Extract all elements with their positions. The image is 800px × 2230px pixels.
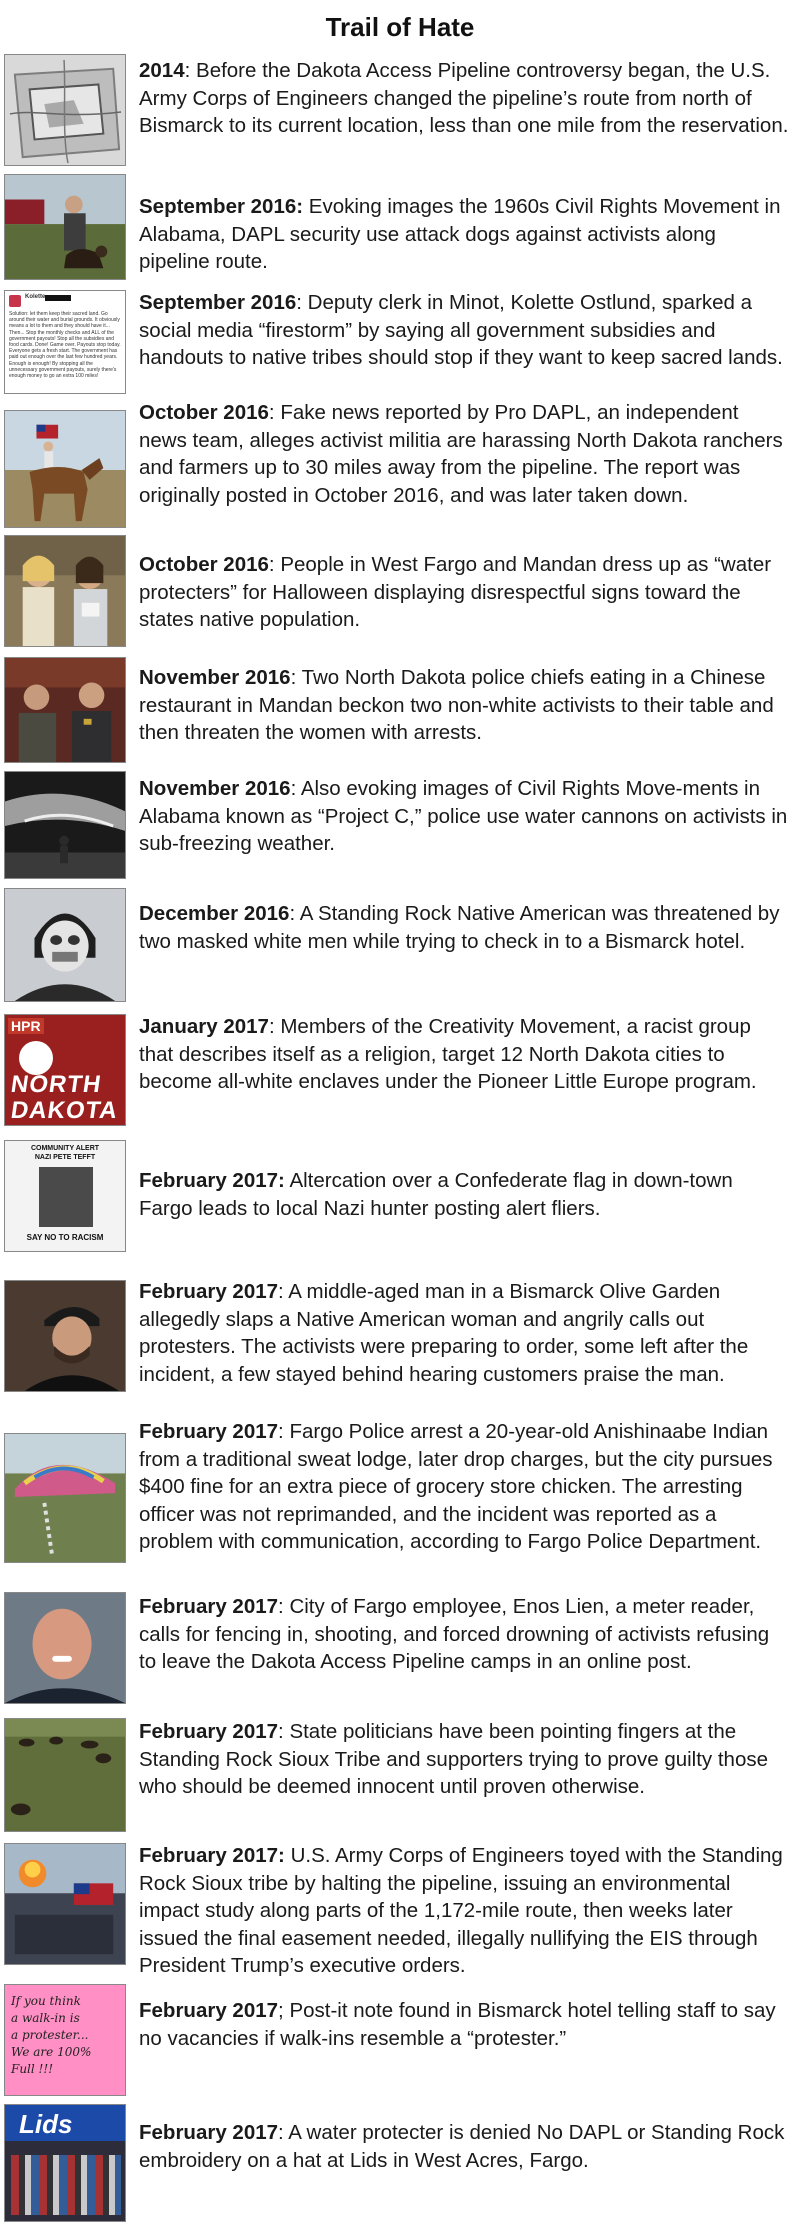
sweat-lodge-image (4, 1433, 126, 1563)
man-portrait-image (4, 1592, 126, 1704)
note-line: a walk-in is (11, 2011, 80, 2025)
entry-description: Also evoking images of Civil Rights Move-ments in Alabama known as “Project C,” police use water cannons on activists in sub-freezing weather. (139, 777, 788, 855)
security-dog-image (4, 174, 126, 280)
avatar (9, 295, 21, 307)
flier-photo (39, 1167, 93, 1227)
entry-text (139, 1842, 789, 1980)
entry-text: 2014: Before the Dakota Access Pipeline controversy began, the U.S. Army Corps of Engineers changed the pipeline’s route from north of Bismarck to its current location, less than one mile from the reservation. (139, 59, 789, 137)
entry-date: October 2016 (139, 401, 269, 424)
entry-text: October 2016: Fake news reported by Pro DAPL, an independent news team, alleges activist militia are harassing North Dakota ranchers and farmers up to 30 miles away from the pipeline. The report was originally posted in October 2016, and was later taken down. (139, 401, 783, 507)
note-line: We are 100% (11, 2045, 92, 2059)
page-title: Trail of Hate (325, 12, 475, 42)
entry-description: Evoking images the 1960s Civil Rights Movement in Alabama, DAPL security use attack dogs against activists along pipeline route. (139, 195, 781, 273)
man-in-cap-image (4, 1280, 126, 1392)
entry-description: A Standing Rock Native American was threatened by two masked white men while trying to check in to a Bismarck hotel. (139, 902, 780, 953)
horse-rider-image (4, 410, 126, 528)
entry-date: January 2017 (139, 1015, 269, 1038)
entry-text: January 2017: Members of the Creativity Movement, a racist group that describes itself as a religion, target 12 North Dakota cities to become all-white enclaves under the Pioneer Little Europe program. (139, 1015, 757, 1093)
note-line: Full !!! (11, 2062, 54, 2076)
halloween-costumes-image (4, 535, 126, 647)
entry-text: September 2016: Deputy clerk in Minot, Kolette Ostlund, sparked a social media “firestorm” by saying all government subsidies and handouts to native tribes should stop if they want to keep sacred lands. (139, 291, 783, 369)
note-line: If you think (11, 1994, 81, 2008)
camp-flags-image (4, 1843, 126, 1965)
bison-prairie-image (4, 1718, 126, 1832)
entry-description: Before the Dakota Access Pipeline controversy began, the U.S. Army Corps of Engineers changed the pipeline’s route from north of Bismarck to its current location, less than one mile from the reservation. (139, 59, 789, 137)
entry-text: February 2017: A middle-aged man in a Bismarck Olive Garden allegedly slaps a Native American woman and angrily calls out protesters. The activists were preparing to order, some left after the incident, a few stayed behind hearing customers praise the man. (139, 1280, 749, 1386)
entry-description: Fargo Police arrest a 20-year-old Anishinaabe Indian from a traditional sweat lodge, later drop charges, but the city pursues $400 fine for an extra piece of grocery store chicken. The arresting officer was not reprimanded, and the incident was reported as a problem with communication, according to Fargo Police Department. (139, 1420, 773, 1553)
graphic-word-north: NORTH (9, 1071, 104, 1098)
graphic-word-dakota: DAKOTA (9, 1097, 120, 1124)
alert-flier-image (4, 1140, 126, 1252)
entry-text: December 2016: A Standing Rock Native American was threatened by two masked white men while trying to check in to a Bismarck hotel. (139, 902, 780, 953)
entry-date: February 2017 (139, 1420, 279, 1443)
redaction-bar (45, 295, 71, 301)
entry-description: Deputy clerk in Minot, Kolette Ostlund, sparked a social media “firestorm” by saying all government subsidies and handouts to native tribes should stop if they want to keep sacred lands. (139, 291, 783, 369)
entry-date: September 2016: (139, 195, 304, 218)
entry-text: February 2017: A water protecter is denied No DAPL or Standing Rock embroidery on a hat at Lids in West Acres, Fargo. (139, 2121, 785, 2172)
post-author: Kolette (25, 294, 46, 300)
entry-description: U.S. Army Corps of Engineers toyed with the Standing Rock Sioux tribe by halting the pipeline, issuing an environmental impact study along parts of the 1,172-mile route, then weeks later issued the final easement needed, illegally nullifying the EIS through President Trump’s executive orders. (139, 1844, 783, 1977)
entry-description: A middle-aged man in a Bismarck Olive Garden allegedly slaps a Native American woman and angrily calls out protesters. The activists were preparing to order, some left after the incident, a few stayed behind hearing customers praise the man. (139, 1280, 749, 1386)
entry-description: A water protecter is denied No DAPL or Standing Rock embroidery on a hat at Lids in West Acres, Fargo. (139, 2121, 785, 2172)
post-it-note-image (4, 1984, 126, 2096)
entry-description: Fake news reported by Pro DAPL, an independent news team, alleges activist militia are harassing North Dakota ranchers and farmers up to 30 miles away from the pipeline. The report was originally posted in October 2016, and was later taken down. (139, 401, 783, 507)
news-graphic-image (4, 1014, 126, 1126)
hat-display (11, 2155, 121, 2215)
entry-text: October 2016: People in West Fargo and Mandan dress up as “water protecters” for Halloween displaying disrespectful signs toward the states native population. (139, 553, 772, 631)
emblem (19, 1041, 53, 1075)
entry-description: State politicians have been pointing fingers at the Standing Rock Sioux Tribe and supporters trying to prove guilty those who should be deemed innocent until proven otherwise. (139, 1720, 769, 1798)
flier-slogan: SAY NO TO RACISM (26, 1233, 104, 1242)
lids-store-image (4, 2104, 126, 2222)
entry-date: November 2016 (139, 777, 291, 800)
entry-date: February 2017: (139, 1169, 285, 1192)
store-sign: Lids (19, 2109, 73, 2139)
entry-date: October 2016 (139, 553, 269, 576)
social-media-post-image (4, 290, 126, 394)
entry-date: February 2017: (139, 1844, 285, 1867)
entry-description: Two North Dakota police chiefs eating in a Chinese restaurant in Mandan beckon two non-white activists to their table and then threaten the women with arrests. (139, 666, 774, 744)
entry-text: February 2017: City of Fargo employee, Enos Lien, a meter reader, calls for fencing in, shooting, and forced drowning of activists refusing to leave the Dakota Access Pipeline camps in an online post. (139, 1595, 770, 1673)
entry-description: Post-it note found in Bismarck hotel telling staff to say no vacancies if walk-ins resemble a “protester.” (139, 1999, 776, 2050)
entry-date: February 2017 (139, 1595, 279, 1618)
entry-date: February 2017 (139, 1999, 279, 2022)
entry-date: February 2017 (139, 1720, 279, 1743)
entry-date: February 2017 (139, 1280, 279, 1303)
entry-text (139, 193, 789, 276)
entry-date: 2014 (139, 59, 185, 82)
station-badge: HPR (8, 1018, 44, 1034)
flier-name: NAZI PETE TEFFT (34, 1154, 96, 1161)
entry-text: November 2016: Also evoking images of Civil Rights Move-ments in Alabama known as “Project C,” police use water cannons on activists in sub-freezing weather. (139, 777, 788, 855)
entry-text: February 2017: Fargo Police arrest a 20-year-old Anishinaabe Indian from a traditional sweat lodge, later drop charges, but the city pursues $400 fine for an extra piece of grocery store chicken. The arresting officer was not reprimanded, and the incident was reported as a problem with communication, according to Fargo Police Department. (139, 1420, 773, 1553)
water-cannon-image (4, 771, 126, 879)
entry-date: November 2016 (139, 666, 291, 689)
police-chiefs-image (4, 657, 126, 763)
entry-text: February 2017: State politicians have been pointing fingers at the Standing Rock Sioux Tribe and supporters trying to prove guilty those who should be deemed innocent until proven otherwise. (139, 1720, 769, 1798)
entry-text: February 2017; Post-it note found in Bismarck hotel telling staff to say no vacancies if walk-ins resemble a “protester.” (139, 1999, 776, 2050)
post-body: Solution: let them keep their sacred land. Go around their water and burial grounds. It obviously means a lot to them and they should have it... Then... Stop the monthly checks and ALL of the government payouts! Stop all the subsidies and food cards. Done! Game over. Payouts stop today. Everyone gets a fresh start. The government has paid out enough over the last few hundred years. Enough is enough! By stopping all the unnecessary government payouts, surely there's enough money to go an extra 100 miles! (9, 311, 121, 380)
note-line: a protester... (11, 2028, 89, 2042)
entry-text: November 2016: Two North Dakota police chiefs eating in a Chinese restaurant in Mandan beckon two non-white activists to their table and then threaten the women with arrests. (139, 666, 774, 744)
entry-date: September 2016 (139, 291, 297, 314)
flier-heading: COMMUNITY ALERT (30, 1145, 100, 1152)
entry-description: People in West Fargo and Mandan dress up as “water protecters” for Halloween displaying disrespectful signs toward the states native population. (139, 553, 772, 631)
masked-man-image (4, 888, 126, 1002)
pipeline-map-image (4, 54, 126, 166)
entry-description: City of Fargo employee, Enos Lien, a meter reader, calls for fencing in, shooting, and forced drowning of activists refusing to leave the Dakota Access Pipeline camps in an online post. (139, 1595, 770, 1673)
entry-description: Members of the Creativity Movement, a racist group that describes itself as a religion, target 12 North Dakota cities to become all-white enclaves under the Pioneer Little Europe program. (139, 1015, 757, 1093)
entry-date: February 2017 (139, 2121, 279, 2144)
entry-description: Altercation over a Confederate flag in down-town Fargo leads to local Nazi hunter posting alert fliers. (139, 1169, 733, 1220)
entry-date: December 2016 (139, 902, 290, 925)
entry-text (139, 1167, 789, 1222)
